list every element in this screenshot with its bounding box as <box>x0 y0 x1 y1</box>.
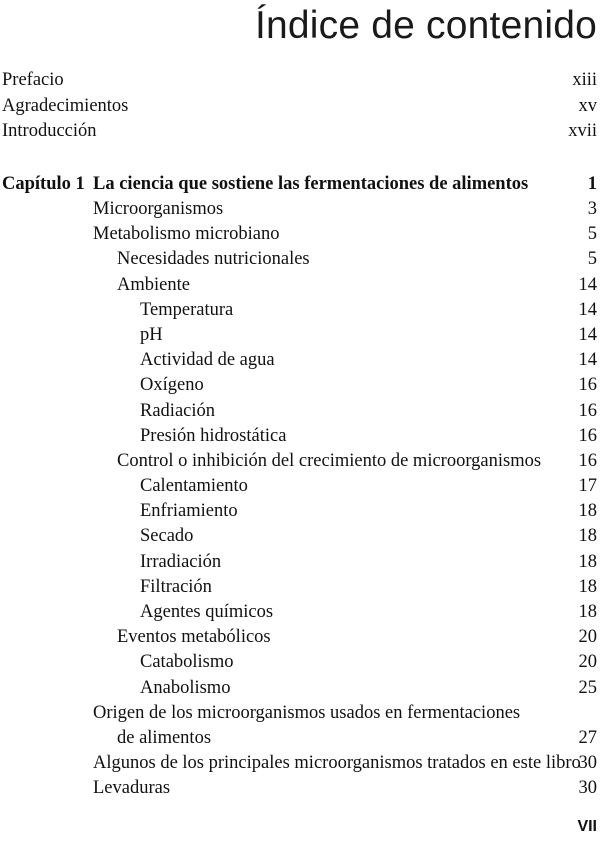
chapter-page: 1 <box>587 174 597 194</box>
toc-entry[interactable] <box>0 650 600 675</box>
toc-entry[interactable] <box>0 474 600 499</box>
toc-entry-label: Presión hidrostática <box>140 425 287 446</box>
toc-entry-label: pH <box>140 324 163 345</box>
toc-entry[interactable] <box>0 575 600 600</box>
toc-entry-label: Calentamiento <box>140 476 248 497</box>
toc-entry-page: 16 <box>578 375 597 396</box>
toc-entry-label: de alimentos <box>117 727 212 748</box>
toc-entry-page: 18 <box>578 551 597 572</box>
toc-entry-label: Temperatura <box>140 299 234 320</box>
toc-entry-page: 5 <box>587 249 597 270</box>
toc-entry-prefacio[interactable] <box>0 68 600 94</box>
toc-entry[interactable] <box>0 776 600 801</box>
toc-entry-page: 17 <box>578 476 597 497</box>
toc-entry[interactable] <box>0 247 600 272</box>
toc-entry-introduccion[interactable] <box>0 119 600 145</box>
toc-entry[interactable] <box>0 373 600 398</box>
chapter-number: Capítulo 1 <box>2 174 85 194</box>
toc-entry-page: 14 <box>578 324 597 345</box>
toc-entry[interactable] <box>0 449 600 474</box>
toc-entry-page: 18 <box>578 576 597 597</box>
toc-entry[interactable] <box>0 751 600 776</box>
page-title: Índice de contenido <box>254 4 597 47</box>
toc-entry[interactable] <box>0 701 600 726</box>
toc-entry-label: Introducción <box>2 121 97 141</box>
toc-entry-page: 18 <box>578 501 597 522</box>
toc-entry-page: xvii <box>568 121 597 141</box>
toc-entry-label: Origen de los microorganismos usados en fermentaciones <box>93 702 521 723</box>
toc-entry[interactable] <box>0 323 600 348</box>
toc-entry-label: Actividad de agua <box>140 350 275 371</box>
toc-entry-page: 30 <box>578 778 597 799</box>
toc-entry[interactable] <box>0 399 600 424</box>
toc-entry-continuation[interactable] <box>0 726 600 751</box>
toc-entry-label: Anabolismo <box>140 677 231 698</box>
front-matter-list <box>0 68 600 145</box>
toc-entry-page: 27 <box>578 727 597 748</box>
toc-entry-label: Oxígeno <box>140 375 204 396</box>
toc-entry-label: Metabolismo microbiano <box>93 224 280 245</box>
toc-entry[interactable] <box>0 550 600 575</box>
toc-entry-label: Agentes químicos <box>140 602 274 622</box>
toc-entries <box>0 197 600 802</box>
toc-entry-agradecimientos[interactable] <box>0 94 600 120</box>
toc-entry-page: 18 <box>578 602 597 622</box>
toc-entry-page: 14 <box>578 299 597 320</box>
toc-entry-label: Algunos de los principales microorganismos tratados en este libro <box>93 753 581 774</box>
toc-entry-label: Enfriamiento <box>140 501 238 522</box>
chapter-title: La ciencia que sostiene las fermentaciones de alimentos <box>93 174 529 194</box>
toc-entry-label: Agradecimientos <box>2 95 129 116</box>
toc-entry-page: 16 <box>578 425 597 446</box>
toc-entry-label: Ambiente <box>117 274 190 295</box>
toc-entry-label: Levaduras <box>93 778 171 799</box>
toc-entry-page: 18 <box>578 526 597 547</box>
toc-entry[interactable] <box>0 676 600 701</box>
toc-entry-page: 3 <box>587 199 597 219</box>
toc-entry-label: Filtración <box>140 576 212 597</box>
toc-entry[interactable] <box>0 197 600 222</box>
toc-entry[interactable] <box>0 625 600 650</box>
toc-entry-page: xiii <box>572 70 597 90</box>
toc-entry-page: 14 <box>578 350 597 371</box>
toc-entry[interactable] <box>0 424 600 449</box>
toc-entry-label: Radiación <box>140 400 216 421</box>
toc-entry-label: Secado <box>140 526 194 547</box>
toc-entry[interactable] <box>0 298 600 323</box>
toc-entry-label: Prefacio <box>2 70 64 90</box>
toc-entry-label: Control o inhibición del crecimiento de microorganismos <box>117 450 542 471</box>
toc-entry-page: 20 <box>578 627 597 648</box>
toc-entry[interactable] <box>0 499 600 524</box>
toc-entry-page: 25 <box>578 677 597 698</box>
toc-entry[interactable] <box>0 222 600 247</box>
toc-entry-label: Catabolismo <box>140 652 234 673</box>
toc-entry-page: xv <box>578 95 597 116</box>
toc-entry-page: 20 <box>578 652 597 673</box>
toc-entry[interactable] <box>0 348 600 373</box>
toc-entry-label: Eventos metabólicos <box>117 627 271 648</box>
toc-entry-label: Irradiación <box>140 551 222 572</box>
page-number: VII <box>577 818 597 835</box>
toc-entry-page: 5 <box>587 224 597 245</box>
toc-entry[interactable] <box>0 273 600 298</box>
toc-entry-page: 30 <box>578 753 597 774</box>
toc-entry-label: Necesidades nutricionales <box>117 249 310 270</box>
toc-entry-page: 16 <box>578 400 597 421</box>
toc-entry-page: 16 <box>578 450 597 471</box>
toc-entry[interactable] <box>0 600 600 625</box>
toc-entry-label: Microorganismos <box>93 199 224 219</box>
chapter-heading[interactable] <box>0 171 600 197</box>
toc-entry-page: 14 <box>578 274 597 295</box>
toc-entry[interactable] <box>0 524 600 549</box>
